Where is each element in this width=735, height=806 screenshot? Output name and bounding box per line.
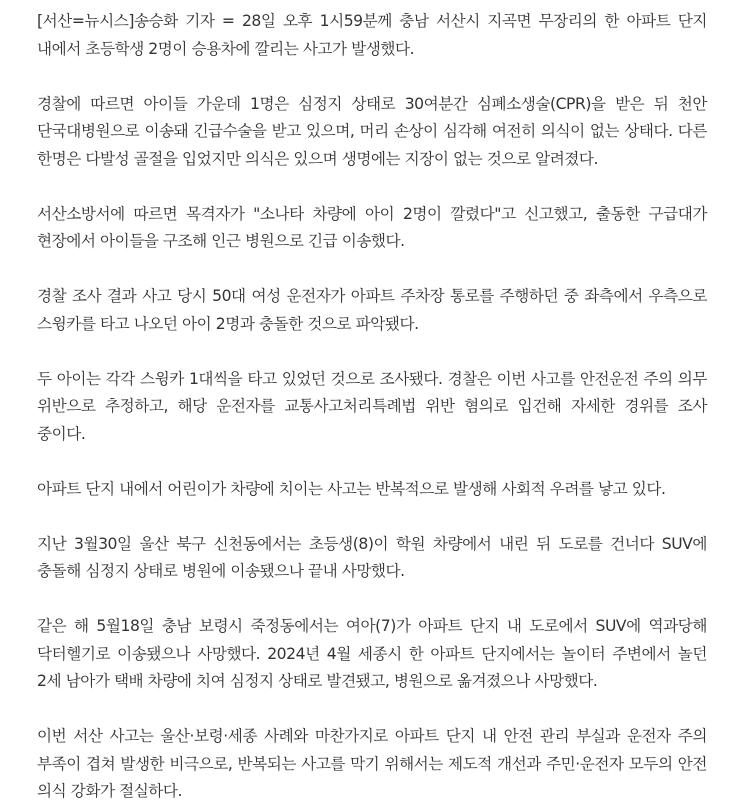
article-paragraph: 경찰 조사 결과 사고 당시 50대 여성 운전자가 아파트 주차장 통로를 주행하던 중 좌측에서 우측으로 스윙카를 타고 나오던 아이 2명과 충돌한 것으로 파악됐다. <box>37 287 707 333</box>
article-paragraph: 서산소방서에 따르면 목격자가 "소나타 차량에 아이 2명이 깔렸다"고 신고했고, 출동한 구급대가 현장에서 아이들을 구조해 인근 병원으로 긴급 이송했다. <box>37 204 707 250</box>
article-paragraph: 같은 해 5월18일 충남 보령시 죽정동에서는 여아(7)가 아파트 단지 내 도로에서 SUV에 역과당해 닥터헬기로 이송됐으나 사망했다. 2024년 4월 세종시 한 아파트 단지에서는 놀이터 주변에서 놀던 2세 남아가 택배 차량에 치여 심정지 상태로 발견됐고, 병원으로 옮겨졌으나 사망했다. <box>37 617 707 690</box>
article-paragraph: 경찰에 따르면 아이들 가운데 1명은 심정지 상태로 30여분간 심폐소생술(CPR)을 받은 뒤 천안 단국대병원으로 이송돼 긴급수술을 받고 있으며, 머리 손상이 심각해 여전히 의식이 없는 상태다. 다른 한명은 다발성 골절을 입었지만 의식은 있으며 생명에는 지장이 없는 것으로 알려졌다. <box>37 94 707 168</box>
article-paragraph: 두 아이는 각각 스윙카 1대씩을 타고 있었던 것으로 조사됐다. 경찰은 이번 사고를 안전운전 주의 의무 위반으로 추정하고, 해당 운전자를 교통사고처리특례법 위반 혐의로 입건해 자세한 경위를 조사 중이다. <box>37 369 707 443</box>
article-paragraph: 이번 서산 사고는 울산·보령·세종 사례와 마찬가지로 아파트 단지 내 안전 관리 부실과 운전자 주의 부족이 겹쳐 발생한 비극으로, 반복되는 사고를 막기 위해서는 제도적 개선과 주민·운전자 모두의 안전 의식 강화가 절실하다. <box>37 727 707 800</box>
article-paragraph: 지난 3월30일 울산 북구 신천동에서는 초등생(8)이 학원 차량에서 내린 뒤 도로를 건너다 SUV에 충돌해 심정지 상태로 병원에 이송됐으나 끝내 사망했다. <box>37 534 707 580</box>
article-paragraph: 아파트 단지 내에서 어린이가 차량에 치이는 사고는 반복적으로 발생해 사회적 우려를 낳고 있다. <box>37 479 666 498</box>
article-paragraph-lead: [서산=뉴시스]송승화 기자 = 28일 오후 1시59분께 충남 서산시 지곡면 무장리의 한 아파트 단지 내에서 초등학생 2명이 승용차에 깔리는 사고가 발생했다. <box>37 12 707 58</box>
